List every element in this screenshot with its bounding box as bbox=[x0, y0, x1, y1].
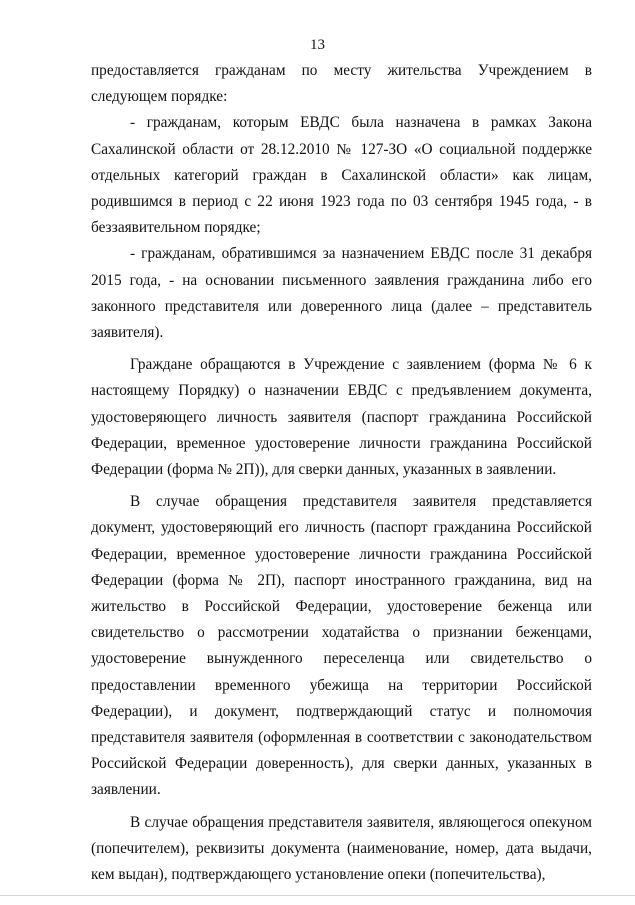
paragraph-list-item-2: - гражданам, обратившимся за назначением ЕВДС после 31 декабря 2015 года, - на основании письменного заявления гражданина либо его законного представителя или доверенного лица (далее – представитель заявителя). bbox=[91, 245, 592, 342]
page-bottom-edge bbox=[0, 895, 635, 896]
paragraph-continuation: предоставляется гражданам по месту жительства Учреждением в следующем порядке: bbox=[91, 62, 592, 106]
paragraph-list-item-1: - гражданам, которым ЕВДС была назначена в рамках Закона Сахалинской области от 28.12.2010 № 127-ЗО «О социальной поддержке отдельных категорий граждан в Сахалинской области» как лицам, родившимся в период с 22 июня 1923 года по 03 сентября 1945 года, - в беззаявительном порядке; bbox=[91, 114, 592, 237]
paragraph-guardian: В случае обращения представителя заявителя, являющегося опекуном (попечителем), реквизиты документа (наименование, номер, дата выдачи, кем выдан), подтверждающего установление опеки (попечительства), bbox=[91, 813, 592, 884]
paragraph-representative: В случае обращения представителя заявителя представляется документ, удостоверяющий его личность (паспорт гражданина Российской Федерации, временное удостоверение личности гражданина Российской Федерации (форма № 2П), паспорт иностранного гражданина, вид на жительство в Российской Федерации, удостоверение беженца или свидетельство о рассмотрении ходатайства о признании беженцами, удостоверение вынужденного переселенца или свидетельство о предоставлении временного убежища на территории Российской Федерации), и документ, подтверждающий статус и полномочия представителя заявителя (оформленная в соответствии с законодательством Российской Федерации доверенность), для сверки данных, указанных в заявлении. bbox=[91, 493, 592, 799]
document-body bbox=[91, 58, 592, 888]
paragraph-application: Граждане обращаются в Учреждение с заявлением (форма № 6 к настоящему Порядку) о назначении ЕВДС с предъявлением документа, удостоверяющего личность заявителя (паспорт гражданина Российской Федерации, временное удостоверение личности гражданина Российской Федерации (форма № 2П)), для сверки данных, указанных в заявлении. bbox=[91, 356, 592, 479]
page-number: 13 bbox=[310, 37, 325, 53]
